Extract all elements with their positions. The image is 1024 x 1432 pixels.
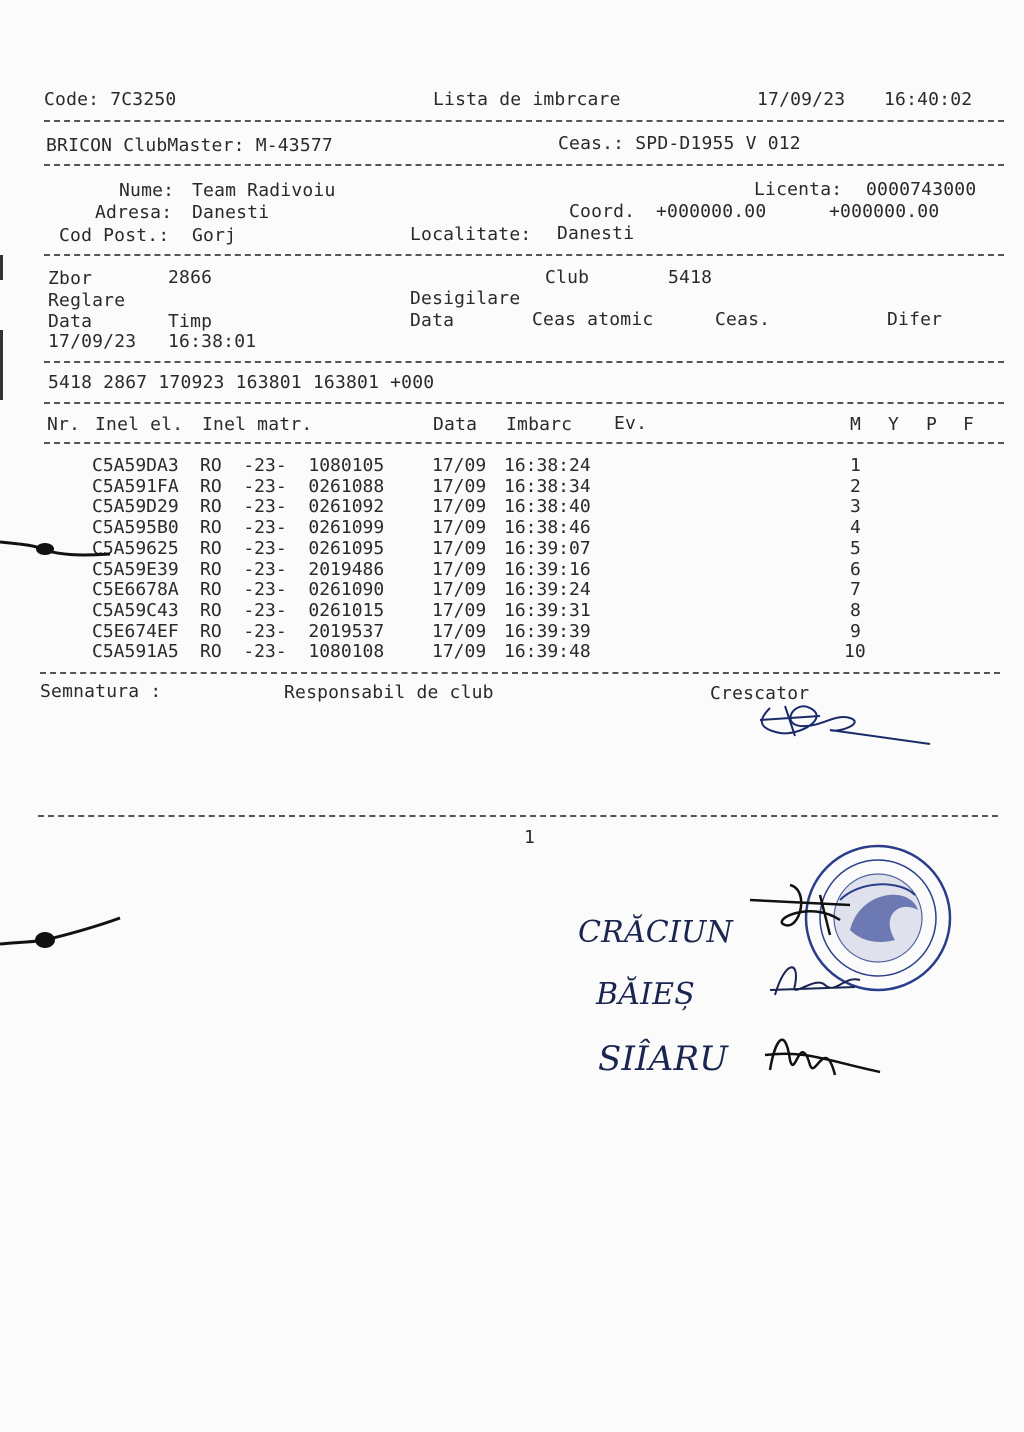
reg-date: 17/09/23 bbox=[48, 331, 137, 352]
row-data: 17/09 bbox=[432, 455, 487, 476]
row-imbarc: 16:38:46 bbox=[504, 517, 591, 538]
divider bbox=[44, 120, 1004, 122]
report-date: 17/09/23 bbox=[757, 89, 846, 110]
col-inel-el: Inel el. bbox=[95, 414, 184, 435]
scan-edge bbox=[0, 330, 3, 400]
row-inel-el: C5A595B0 bbox=[92, 517, 179, 538]
fancier-locality: Danesti bbox=[557, 223, 635, 244]
col-m: M bbox=[850, 414, 862, 435]
crescator-label: Crescator bbox=[710, 683, 810, 704]
timp-label: Timp bbox=[168, 311, 213, 332]
row-m: 3 bbox=[850, 496, 861, 517]
row-inel-el: C5A59C43 bbox=[92, 600, 179, 621]
row-inel-matr: RO -23- 2019486 bbox=[200, 559, 385, 580]
col-imbarc: Imbarc bbox=[506, 414, 573, 435]
row-imbarc: 16:39:24 bbox=[504, 579, 591, 600]
row-imbarc: 16:39:07 bbox=[504, 538, 591, 559]
divider bbox=[44, 442, 1004, 444]
row-inel-matr: RO -23- 1080108 bbox=[200, 641, 385, 662]
divider bbox=[38, 815, 998, 817]
fancier-address: Danesti bbox=[192, 202, 270, 223]
report-title: Lista de imbrcare bbox=[433, 89, 621, 110]
semnatura-label: Semnatura : bbox=[40, 681, 162, 702]
scan-edge bbox=[0, 255, 3, 280]
row-m: 8 bbox=[850, 600, 861, 621]
row-inel-matr: RO -23- 0261092 bbox=[200, 496, 385, 517]
row-m: 6 bbox=[850, 559, 861, 580]
divider bbox=[44, 361, 1004, 363]
col-nr: Nr. bbox=[47, 414, 81, 435]
report-time: 16:40:02 bbox=[884, 89, 973, 110]
row-m: 7 bbox=[850, 579, 861, 600]
row-inel-el: C5A591FA bbox=[92, 476, 179, 497]
row-inel-el: C5E6678A bbox=[92, 579, 179, 600]
row-imbarc: 16:39:48 bbox=[504, 641, 591, 662]
data2-label: Data bbox=[410, 310, 455, 331]
row-inel-matr: RO -23- 0261099 bbox=[200, 517, 385, 538]
row-imbarc: 16:39:16 bbox=[504, 559, 591, 580]
row-inel-matr: RO -23- 1080105 bbox=[200, 455, 385, 476]
row-data: 17/09 bbox=[432, 538, 487, 559]
row-m: 9 bbox=[850, 621, 861, 642]
row-data: 17/09 bbox=[432, 517, 487, 538]
reglare-label: Reglare bbox=[48, 290, 126, 311]
row-inel-el: C5A59E39 bbox=[92, 559, 179, 580]
page-number: 1 bbox=[524, 827, 536, 848]
row-data: 17/09 bbox=[432, 600, 487, 621]
divider bbox=[40, 672, 1000, 674]
clubmaster-id: BRICON ClubMaster: M-43577 bbox=[46, 135, 333, 156]
col-data: Data bbox=[433, 414, 478, 435]
address-label: Adresa: bbox=[95, 202, 173, 223]
signature-1 bbox=[750, 880, 870, 940]
row-inel-matr: RO -23- 0261095 bbox=[200, 538, 385, 559]
row-m: 5 bbox=[850, 538, 861, 559]
row-imbarc: 16:39:31 bbox=[504, 600, 591, 621]
row-inel-el: C5A59625 bbox=[92, 538, 179, 559]
desigilare-label: Desigilare bbox=[410, 288, 521, 309]
fancier-license: 0000743000 bbox=[866, 179, 977, 200]
flight-summary: 5418 2867 170923 163801 163801 +000 bbox=[48, 372, 435, 393]
handwritten-name-3: SIÎARU bbox=[598, 1039, 729, 1079]
coord-y: +000000.00 bbox=[829, 201, 940, 222]
fancier-name: Team Radivoiu bbox=[192, 180, 336, 201]
row-imbarc: 16:38:34 bbox=[504, 476, 591, 497]
divider bbox=[44, 254, 1004, 256]
row-m: 1 bbox=[850, 455, 861, 476]
row-m: 2 bbox=[850, 476, 861, 497]
zbor-label: Zbor bbox=[48, 268, 93, 289]
divider bbox=[44, 402, 1004, 404]
fancier-postcode: Gorj bbox=[192, 225, 237, 246]
col-ev: Ev. bbox=[614, 413, 648, 434]
row-m: 10 bbox=[844, 641, 866, 662]
row-m: 4 bbox=[850, 517, 861, 538]
responsabil-label: Responsabil de club bbox=[284, 682, 494, 703]
ceas-label: Ceas. bbox=[715, 309, 771, 330]
col-y: Y bbox=[888, 414, 900, 435]
signature-2 bbox=[765, 955, 865, 1005]
row-data: 17/09 bbox=[432, 559, 487, 580]
col-f: F bbox=[963, 414, 975, 435]
postcode-label: Cod Post.: bbox=[59, 225, 170, 246]
breeder-signature bbox=[740, 688, 940, 758]
col-p: P bbox=[926, 414, 938, 435]
scan-artifact bbox=[0, 530, 130, 570]
zbor-value: 2866 bbox=[168, 267, 213, 288]
row-imbarc: 16:38:40 bbox=[504, 496, 591, 517]
signature-3 bbox=[755, 1020, 885, 1090]
row-inel-matr: RO -23- 0261015 bbox=[200, 600, 385, 621]
handwritten-name-1: CRĂCIUN bbox=[578, 915, 733, 950]
row-inel-matr: RO -23- 0261088 bbox=[200, 476, 385, 497]
locality-label: Localitate: bbox=[410, 224, 532, 245]
data-label: Data bbox=[48, 311, 93, 332]
row-inel-matr: RO -23- 0261090 bbox=[200, 579, 385, 600]
scan-artifact bbox=[0, 912, 130, 962]
reg-time: 16:38:01 bbox=[168, 331, 257, 352]
handwritten-name-2: BĂIEȘ bbox=[596, 977, 696, 1012]
club-value: 5418 bbox=[668, 267, 713, 288]
row-imbarc: 16:39:39 bbox=[504, 621, 591, 642]
row-data: 17/09 bbox=[432, 476, 487, 497]
row-inel-el: C5E674EF bbox=[92, 621, 179, 642]
row-data: 17/09 bbox=[432, 621, 487, 642]
row-imbarc: 16:38:24 bbox=[504, 455, 591, 476]
name-label: Nume: bbox=[119, 180, 175, 201]
difer-label: Difer bbox=[887, 309, 943, 330]
club-label: Club bbox=[545, 267, 590, 288]
row-inel-matr: RO -23- 2019537 bbox=[200, 621, 385, 642]
coord-x: +000000.00 bbox=[656, 201, 767, 222]
row-inel-el: C5A59DA3 bbox=[92, 455, 179, 476]
clock-id: Ceas.: SPD-D1955 V 012 bbox=[558, 133, 801, 154]
divider bbox=[44, 164, 1004, 166]
row-data: 17/09 bbox=[432, 496, 487, 517]
license-label: Licenta: bbox=[754, 179, 843, 200]
coord-label: Coord. bbox=[569, 201, 636, 222]
row-inel-el: C5A59D29 bbox=[92, 496, 179, 517]
row-data: 17/09 bbox=[432, 641, 487, 662]
report-code: Code: 7C3250 bbox=[44, 89, 177, 110]
ceas-atomic-label: Ceas atomic bbox=[532, 309, 654, 330]
row-inel-el: C5A591A5 bbox=[92, 641, 179, 662]
col-inel-matr: Inel matr. bbox=[202, 414, 313, 435]
row-data: 17/09 bbox=[432, 579, 487, 600]
